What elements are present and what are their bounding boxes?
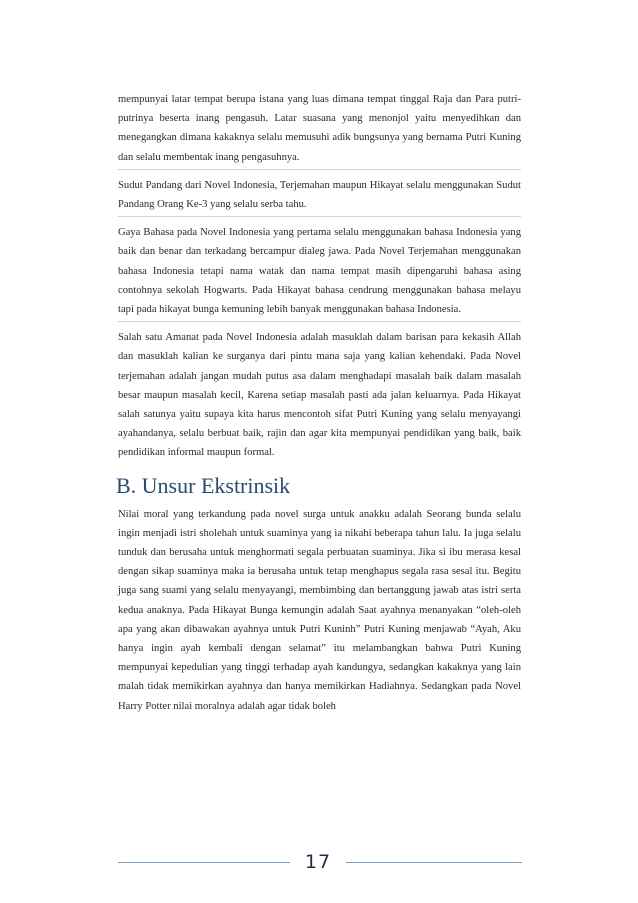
paragraph-setting: mempunyai latar tempat berupa istana yang luas dimana tempat tinggal Raja dan Para putri-putrinya beserta inang pengasuh. Latar suasana yang menonjol yaitu menyedihkan dan menegangkan dimana kakaknya selalu memusuhi adik bungsunya yang bernama Putri Kuning dan selalu membentak inang pengasuhnya.	[118, 94, 521, 163]
footer-rule-left	[118, 862, 290, 863]
setting-paragraph-block	[118, 90, 521, 170]
section-heading: B. Unsur Ekstrinsik	[116, 472, 291, 498]
paragraph-language-style: Gaya Bahasa pada Novel Indonesia yang pertama selalu menggunakan bahasa Indonesia yang baik dan benar dan terkadang bercampur dialeg jawa. Pada Novel Terjemahan menggunakan bahasa Indonesia tetapi nama watak dan nama tempat masih dipengaruhi bahasa asing contohnya sekolah Hogwarts. Pada Hikayat bahasa cendrung menggunakan bahasa melayu tapi pada hikayat bunga kemuning lebih banyak menggunakan bahasa Indonesia.	[118, 227, 521, 316]
page-content	[118, 90, 521, 724]
page-footer	[118, 851, 522, 875]
language-style-paragraph-block	[118, 223, 521, 322]
paragraph-extrinsic: Nilai moral yang terkandung pada novel surga untuk anakku adalah Seorang bunda selalu ingin menjadi istri sholehah untuk suaminya yang ia nikahi beberapa tahun lalu. Ia juga selalu tunduk dan berusaha untuk menghormati segala perbuatan suaminya. Jika si ibu merasa kesal dengan sikap suaminya maka ia berusaha untuk tetap menghapus segala rasa sesal itu. Begitu juga sang suami yang selalu menyayangi, membimbing dan bertanggung jawab atas istri serta kedua anaknya. Pada Hikayat Bunga kemungin adalah Saat ayahnya menanyakan “oleh-oleh apa yang akan dibawakan ayahnya untuk Putri Kuninh” Putri Kuning menjawab “Ayah, Aku hanya ingin ayah kembali dengan selamat” itu melambangkan bahwa Putri Kuning mempunyai kepedulian yang tinggi terhadap ayah kandungya, sedangkan kakaknya yang lain malah tidak memikirkan ayahnya dan hanya memikirkan Hadiahnya. Sedangkan pada Novel Harry Potter nilai moralnya adalah agar tidak boleh	[118, 508, 521, 712]
paragraph-moral-message: Salah satu Amanat pada Novel Indonesia adalah masuklah dalam barisan para kekasih Allah dan masuklah kalian ke surganya dari pintu mana saja yang kalian kehendaki. Pada Novel terjemahan adalah jangan mudah putus asa dalam menghadapi masalah baik dalam masalah besar maupun masalah kecil, Karena setiap masalah pasti ada jalan keluarnya. Pada Hikayat salah satunya yaitu supaya kita harus mencontoh sifat Putri Kuning yang selalu menyayangi ayahandanya, selalu berbuat baik, rajin dan agar kita mempunyai pendidikan yang baik, baik pendidikan informal maupun formal.	[118, 332, 521, 459]
moral-message-paragraph-block	[118, 328, 521, 464]
footer-rule-right	[346, 862, 522, 863]
point-of-view-paragraph-block	[118, 176, 521, 217]
paragraph-point-of-view: Sudut Pandang dari Novel Indonesia, Terjemahan maupun Hikayat selalu menggunakan Sudut Pandang Orang Ke-3 yang selalu serba tahu.	[118, 179, 521, 211]
extrinsic-paragraph-block	[118, 505, 521, 718]
page-number: 17	[304, 851, 332, 873]
